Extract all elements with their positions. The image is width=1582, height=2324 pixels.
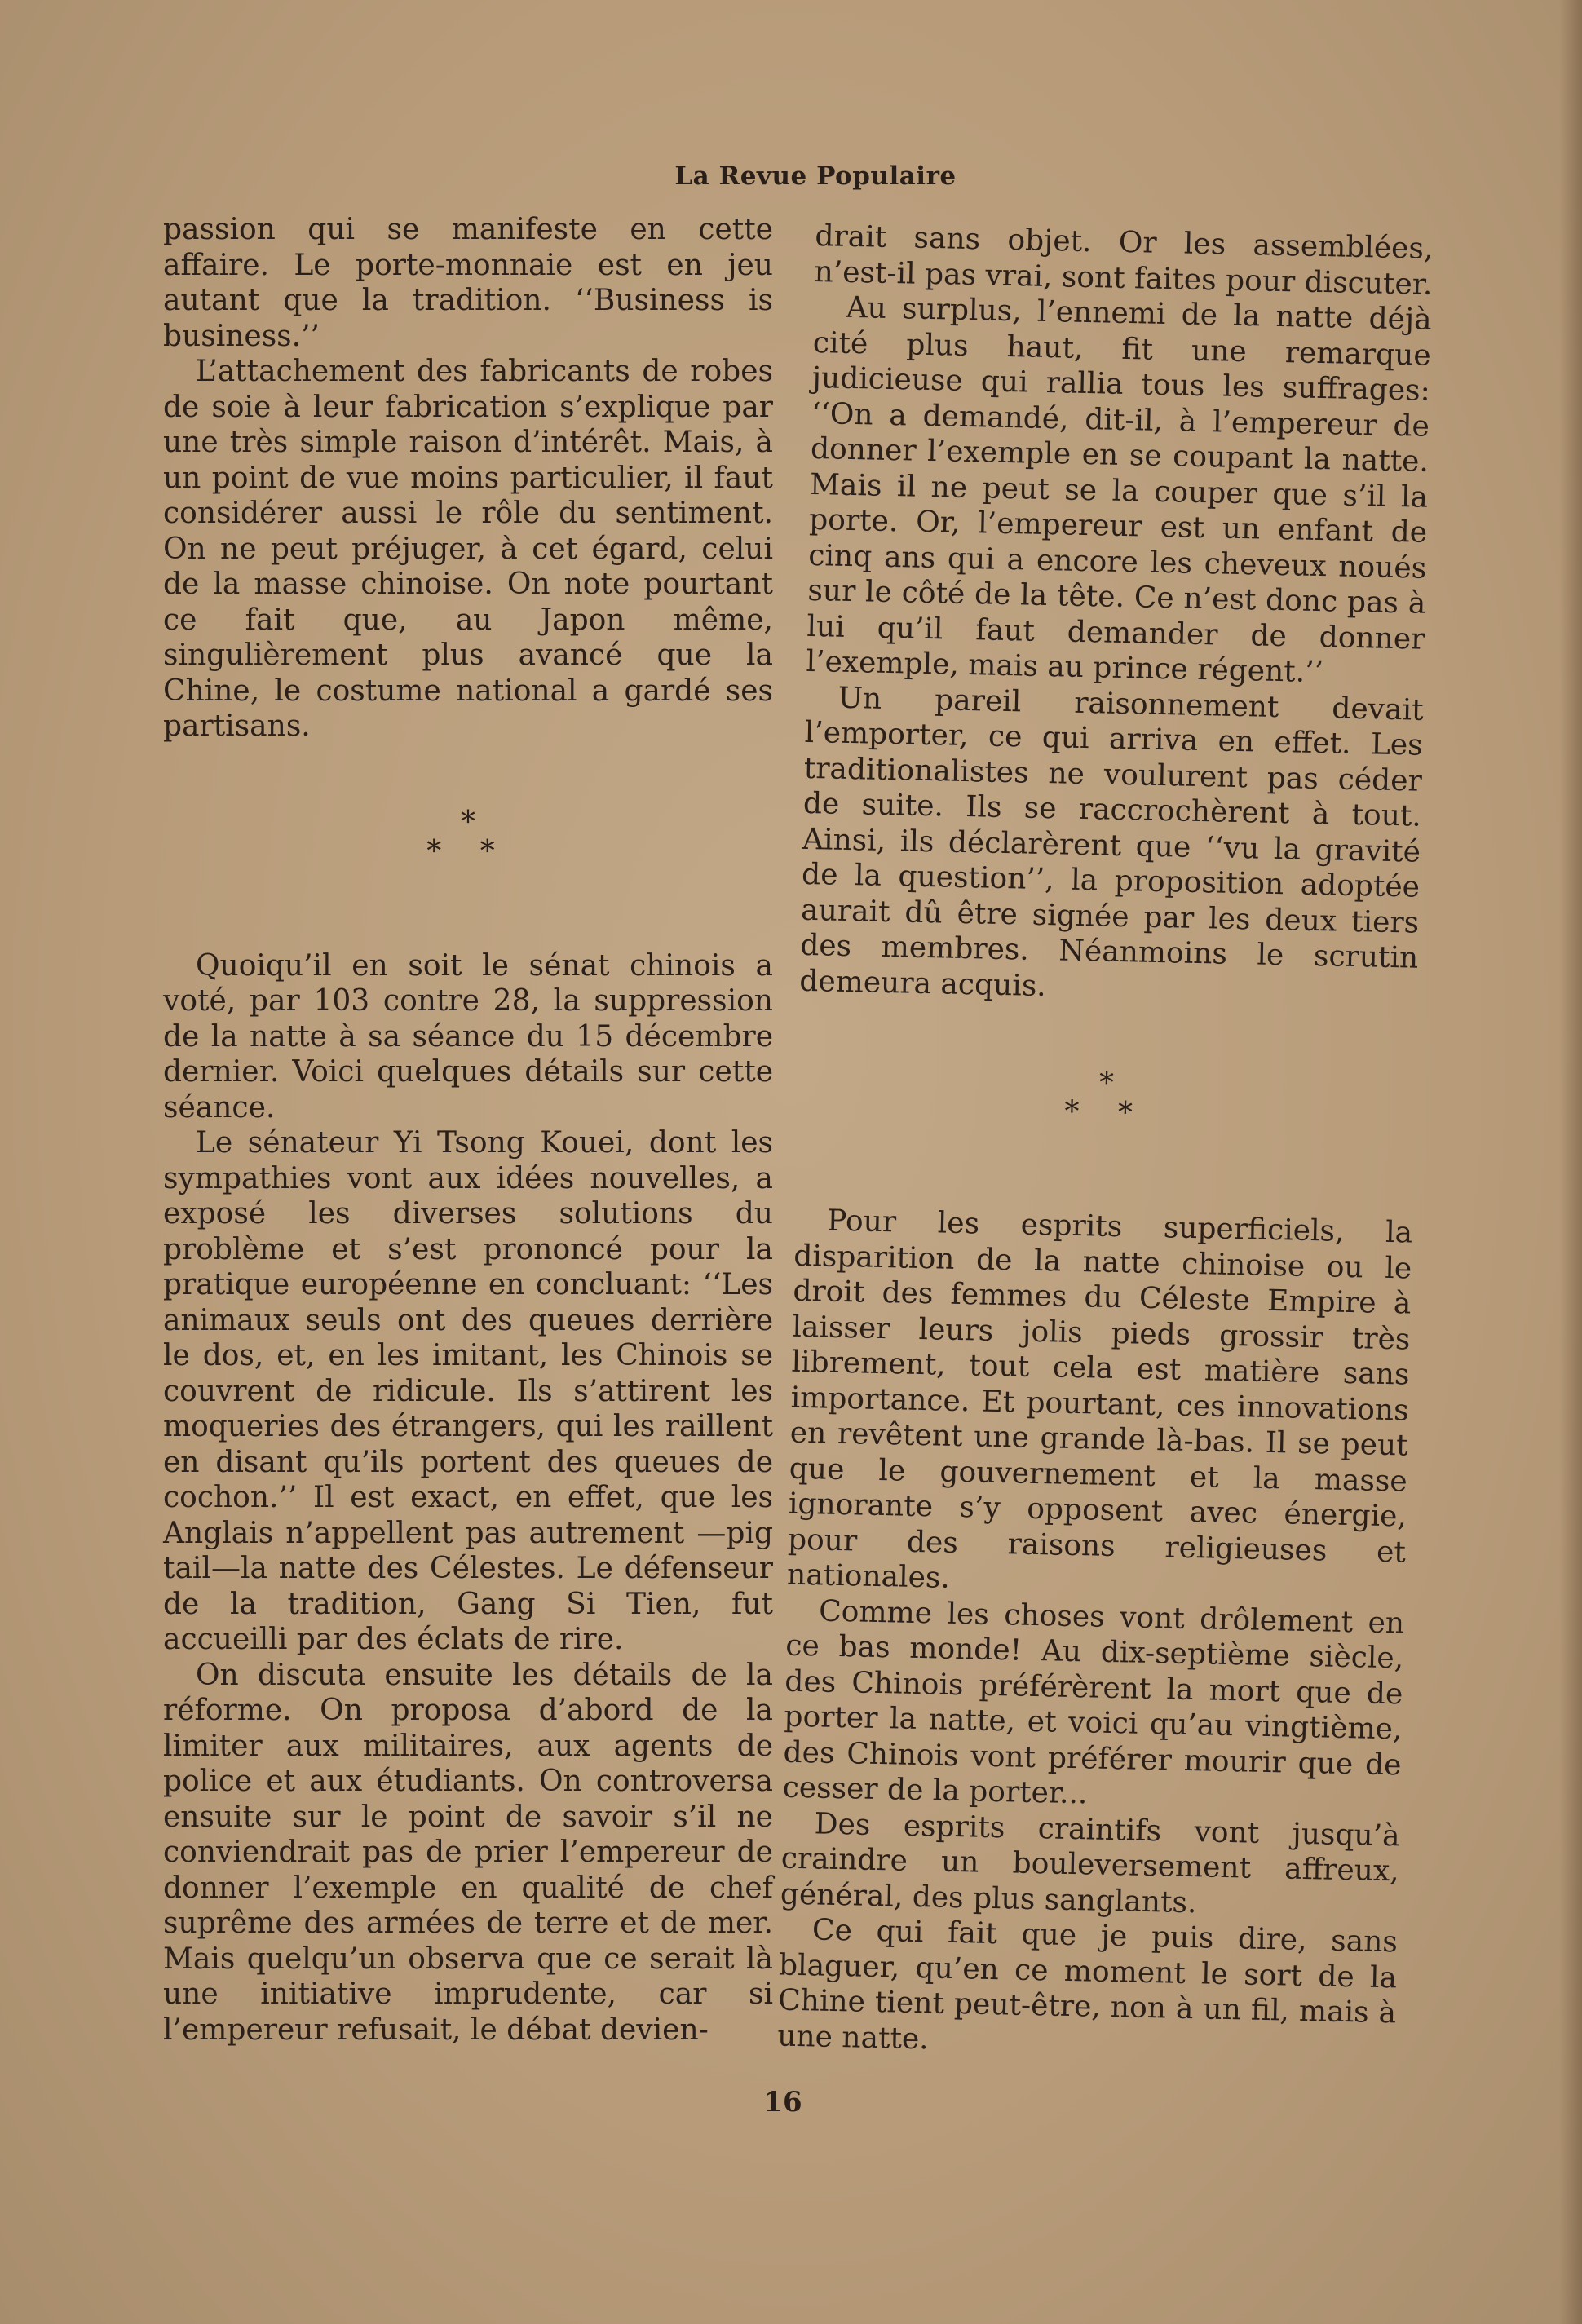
paragraph: L’attachement des fabricants de robes de soie à leur fabrication s’explique par une très simple raison d’intérêt. Mais, à un point de vue moins particulier, il faut considérer aussi le rôle du sentiment. On ne peut préjuger, à cet égard, celui de la masse chinoise. On note pourtant ce fait que, au Japon même, singulièrement plus avancé que la Chine, le costume national a gardé ses partisans.: [163, 355, 773, 743]
paragraph: Un pareil raisonnement devait l’emporter, ce qui arriva en effet. Les traditionalistes ne voulurent pas céder de suite. Ils se raccrochèrent à tout. Ainsi, ils déclarèrent que ‘‘vu la gravité de la question’’, la proposition adoptée aurait dû être signée par les deux tiers des membres. Néanmoins le scrutin demeura acquis.: [798, 681, 1424, 1003]
paragraph: Comme les choses vont drôlement en ce bas monde! Au dix-septième siècle, des Chinois préférèrent la mort que de porter la natte, et voici qu’au vingtième, des Chinois vont préférer mourir que de cesser de la porter...: [782, 1593, 1405, 1811]
page-edge-shadow: [1559, 0, 1582, 2324]
asterism-bottom: * *: [426, 834, 510, 868]
left-column: [163, 212, 773, 2048]
paragraph: Quoiqu’il en soit le sénat chinois a voté, par 103 contre 28, la suppression de la natte à sa séance du 15 décembre dernier. Voici quelques détails sur cette séance.: [163, 948, 773, 1124]
right-column: [777, 219, 1434, 2066]
paragraph: Pour les esprits superficiels, la disparition de la natte chinoise ou le droit des femmes du Céleste Empire à laisser leurs jolis pieds grossir très librement, tout cela est matière sans importance. Et pourtant, ces innovations en revêtent une grande là-bas. Il se peut que le gouvernement et la masse ignorante s’y opposent avec énergie, pour des raisons religieuses et nationales.: [786, 1204, 1413, 1595]
paragraph: passion qui se manifeste en cette affaire. Le porte-monnaie est en jeu autant que la tradition. ‘‘Business is business.’’: [163, 213, 773, 353]
paragraph: Le sénateur Yi Tsong Kouei, dont les sympathies vont aux idées nouvelles, a exposé les diverses solutions du problème et s’est prononcé pour la pratique européenne en concluant: ‘‘Les animaux seuls ont des queues derrière le dos, et, en les imitant, les Chinois se couvrent de ridicule. Ils s’attirent les moqueries des étrangers, qui les raillent en disant qu’ils portent des queues de cochon.’’ Il est exact, en effet, que les Anglais n’appellent pas autrement —pig tail—la natte des Célestes. Le défenseur de la tradition, Gang Si Tien, fut accueilli par des éclats de rire.: [163, 1126, 773, 1656]
paragraph: Ce qui fait que je puis dire, sans blaguer, qu’en ce moment le sort de la Chine tient peut-être, non à un fil, mais à une natte.: [776, 1913, 1399, 2056]
page-number: 16: [763, 2086, 802, 2119]
running-head: La Revue Populaire: [674, 161, 957, 191]
asterism-bottom: * *: [1063, 1094, 1148, 1130]
section-asterism: [797, 1063, 1416, 1134]
asterism-top: *: [461, 805, 475, 839]
paragraph: On discuta ensuite les détails de la réforme. On proposa d’abord de la limiter aux militaires, aux agents de police et aux étudiants. On controversa ensuite sur le point de savoir s’il ne conviendrait pas de prier l’empereur de donner l’exemple en qualité de chef suprême des armées de terre et de mer. Mais quelqu’un observa que ce serait là une initiative imprudente, car si l’empereur refusait, le débat devien-: [163, 1658, 773, 2047]
paragraph: drait sans objet. Or les assemblées, n’est-il pas vrai, sont faites pour discuter.: [814, 219, 1434, 302]
paragraph: Des esprits craintifs vont jusqu’à craindre un bouleversement affreux, général, des plus sanglants.: [780, 1806, 1401, 1920]
paragraph: Au surplus, l’ennemi de la natte déjà cité plus haut, fit une remarque judicieuse qui rallia tous les suffrages: ‘‘On a demandé, dit-il, à l’empereur de donner l’exemple en se coupant la natte. Mais il ne peut se la couper que s’il la porte. Or, l’empereur est un enfant de cinq ans qui a encore les cheveux noués sur le côté de la tête. Ce n’est donc pas à lui qu’il faut demander de donner l’exemple, mais au prince régent.’’: [806, 290, 1432, 690]
asterism-top: *: [1098, 1066, 1115, 1100]
section-asterism: [163, 805, 773, 868]
